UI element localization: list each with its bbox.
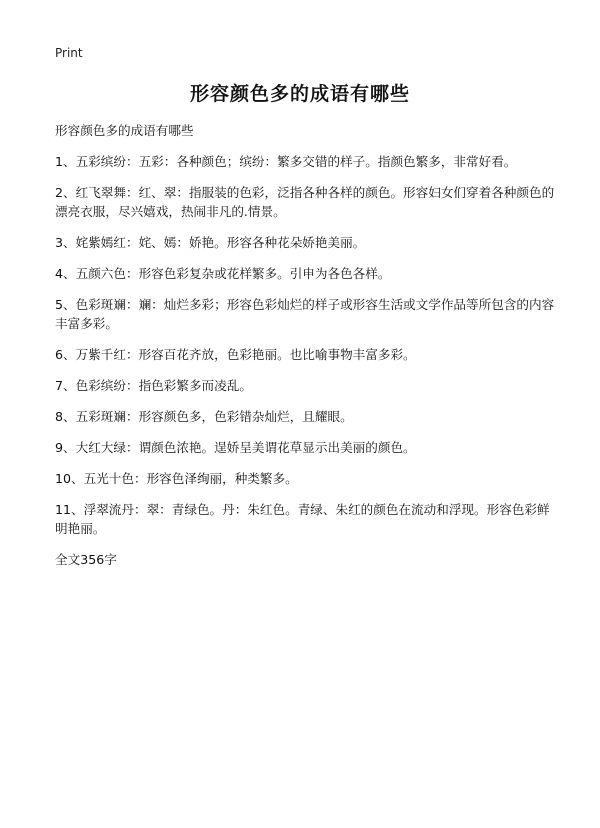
- idiom-entry-9: 9、大红大绿：谓颜色浓艳。逞娇呈美谓花草显示出美丽的颜色。: [55, 440, 416, 455]
- idiom-entry-6: 6、万紫千红：形容百花齐放，色彩艳丽。也比喻事物丰富多彩。: [55, 347, 416, 362]
- document-subtitle: 形容颜色多的成语有哪些: [55, 123, 194, 138]
- idiom-entry-3: 3、姹紫嫣红：姹、嫣：娇艳。形容各种花朵娇艳美丽。: [55, 235, 366, 250]
- document-body: [55, 121, 555, 569]
- print-link[interactable]: Print: [55, 46, 83, 60]
- idiom-entry-8: 8、五彩斑斓：形容颜色多，色彩错杂灿烂，且耀眼。: [55, 409, 353, 424]
- page-title: 形容颜色多的成语有哪些: [189, 83, 410, 105]
- idiom-entry-1: 1、五彩缤纷：五彩：各种颜色；缤纷：繁多交错的样子。指颜色繁多，非常好看。: [55, 154, 517, 169]
- idiom-entry-7: 7、色彩缤纷：指色彩繁多而凌乱。: [55, 378, 252, 393]
- idiom-entry-5: 5、色彩斑斓：斓：灿烂多彩；形容色彩灿烂的样子或形容生活或文学作品等所包含的内容丰富多彩。: [55, 297, 555, 331]
- idiom-entry-10: 10、五光十色：形容色泽绚丽，种类繁多。: [55, 471, 298, 486]
- idiom-entry-4: 4、五颜六色：形容色彩复杂或花样繁多。引申为各色各样。: [55, 266, 391, 281]
- word-count: 全文356字: [55, 552, 117, 567]
- idiom-entry-2: 2、红飞翠舞：红、翠：指服装的色彩，泛指各种各样的颜色。形容妇女们穿着各种颜色的漂亮衣服，尽兴嬉戏，热闹非凡的.情景。: [55, 185, 555, 219]
- idiom-entry-11: 11、浮翠流丹：翠：青绿色。丹：朱红色。青绿、朱红的颜色在流动和浮现。形容色彩鲜明艳丽。: [55, 502, 550, 536]
